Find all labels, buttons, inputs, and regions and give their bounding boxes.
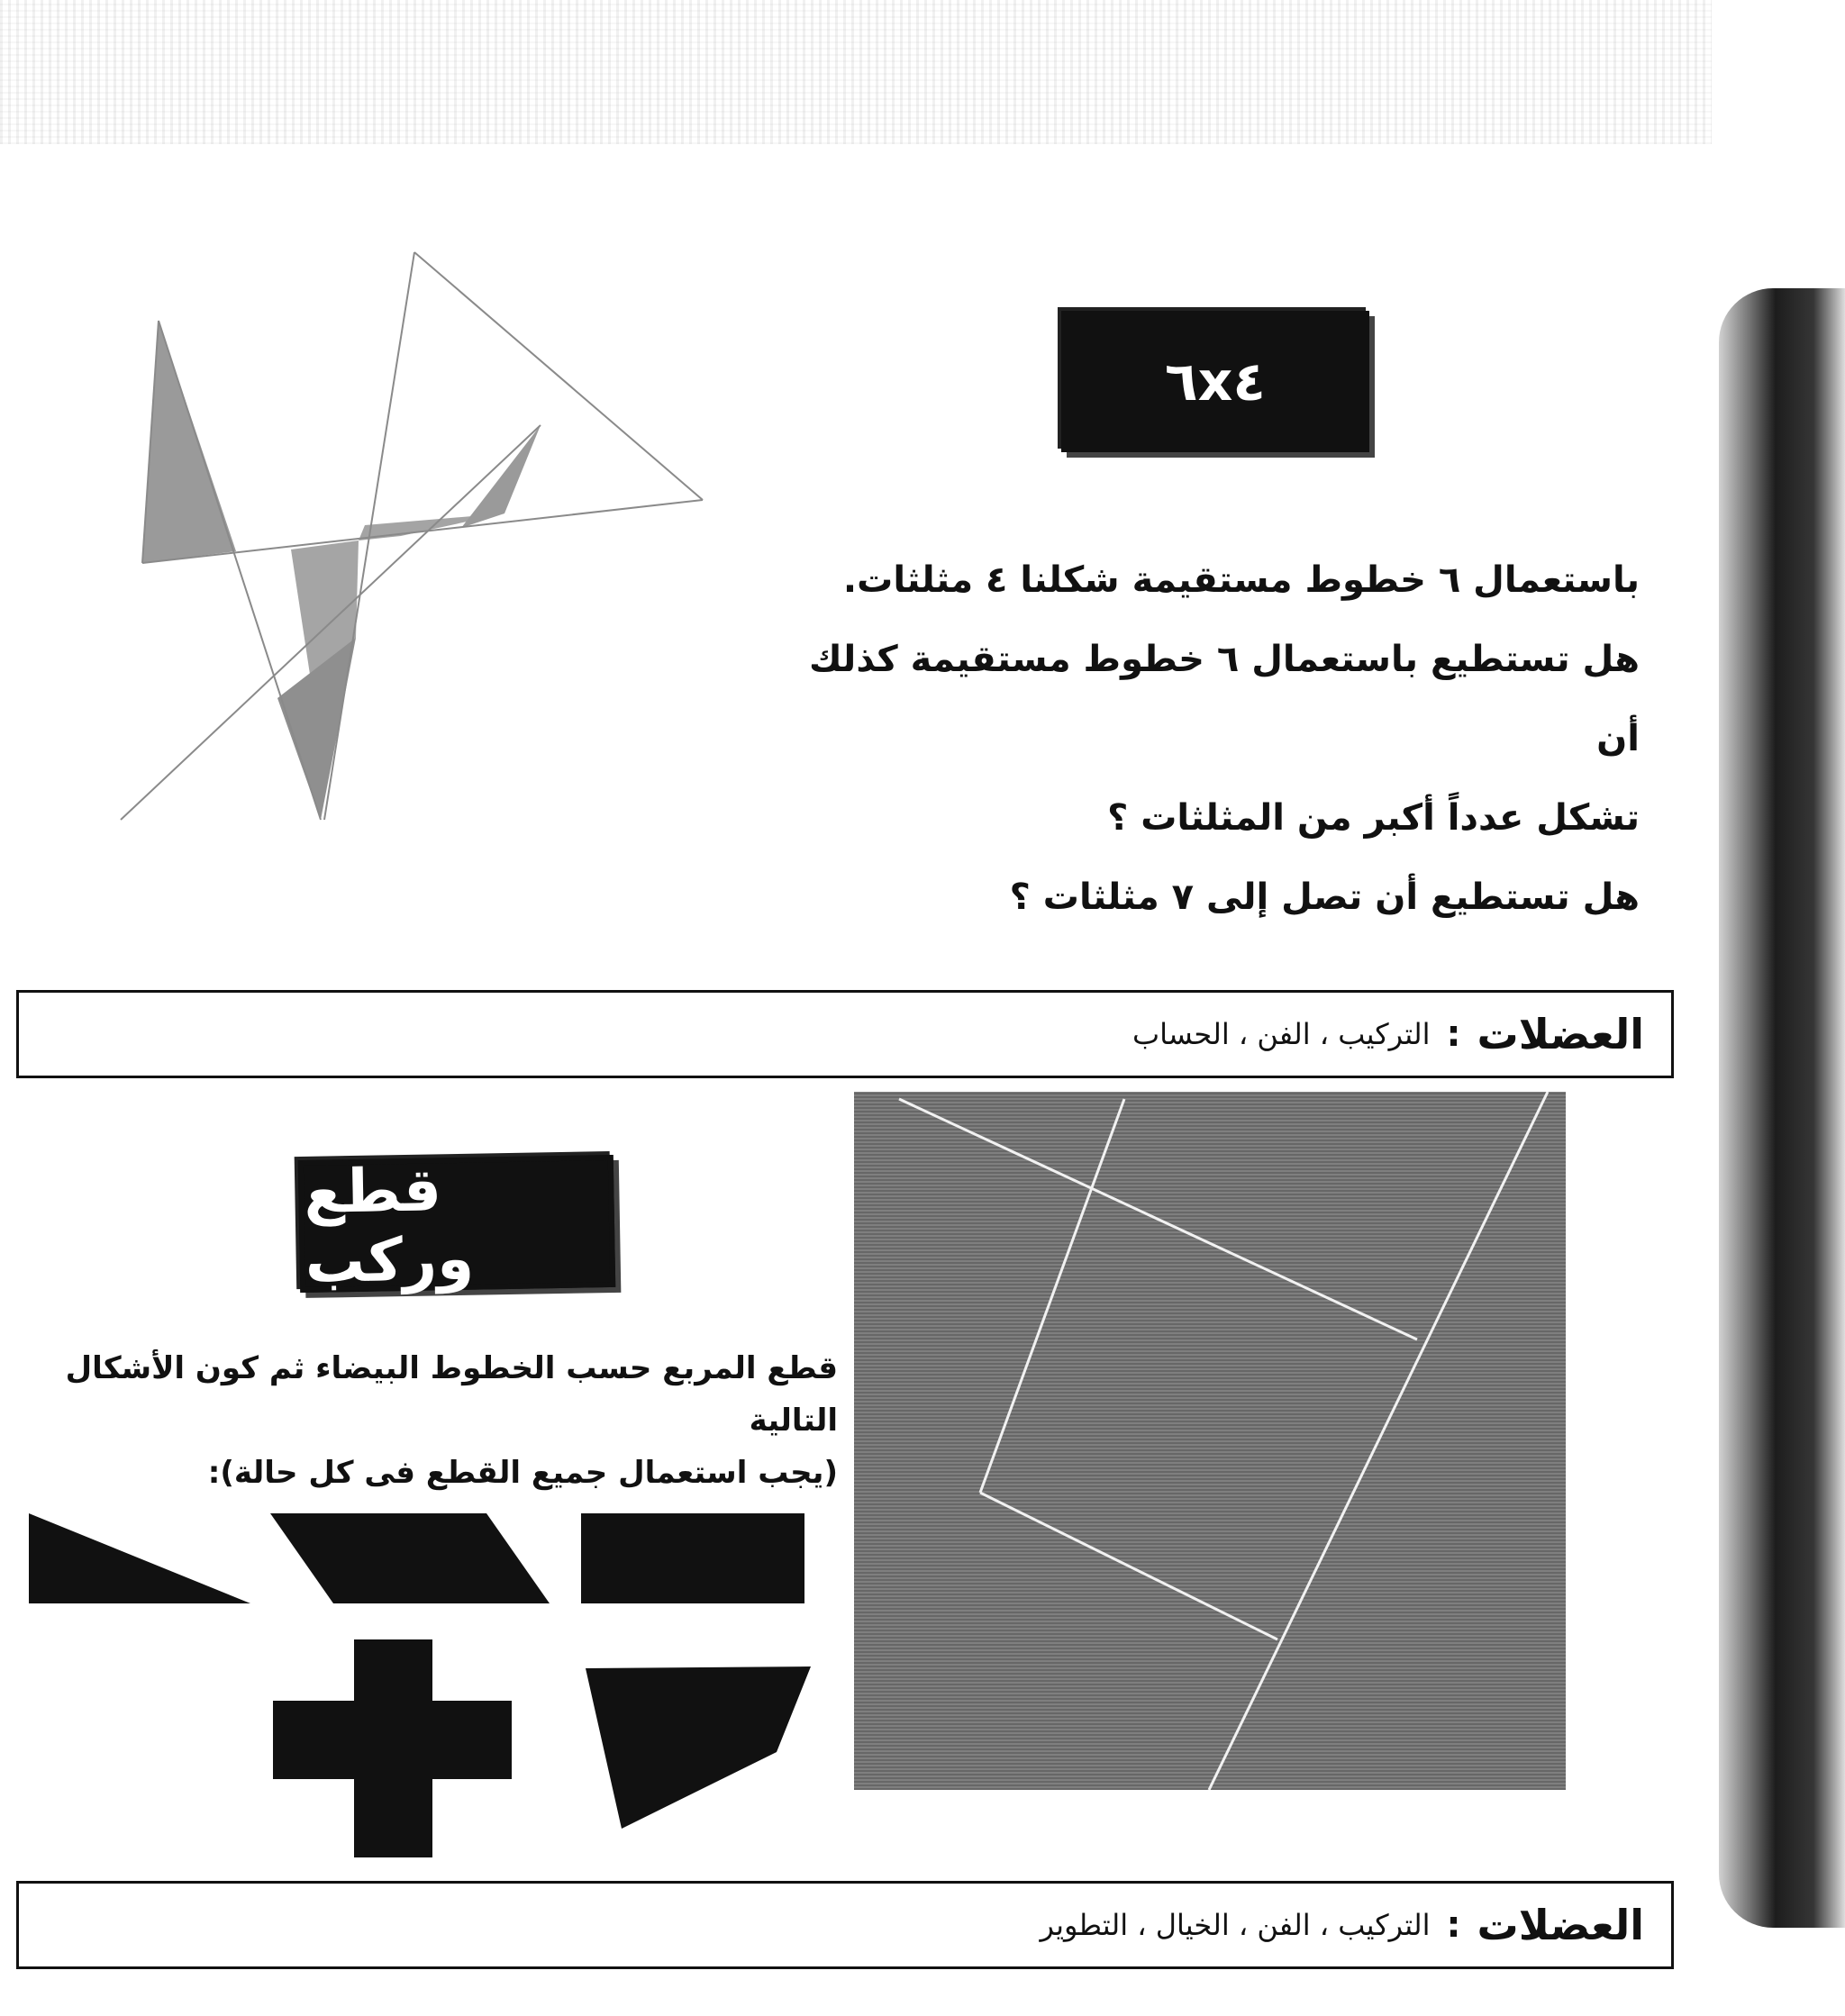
skills-label: العضلات [1477,1010,1644,1058]
triangles-figure [108,243,721,838]
triangle-shape [29,1513,250,1603]
cross-shape [273,1639,512,1857]
cut-lines [854,1092,1566,1790]
puzzle-title: قطع وركب [298,1155,616,1293]
skills-box [16,990,1674,1078]
skills-values: التركيب ، الفن ، الحساب [1132,1017,1431,1051]
puzzle-question [784,540,1640,937]
shaded-triangle [461,425,541,528]
skills-box [16,1881,1674,1969]
white-cut-line [980,1493,1277,1639]
instruction-line: (يجب استعمال جميع القطع فى كل حالة): [207,1455,838,1491]
white-cut-line [899,1099,1417,1339]
question-line: هل تستطيع باستعمال ٦ خطوط مستقيمة كذلك أن [809,639,1640,759]
skills-values: التركيب ، الفن ، الخيال ، التطوير [1040,1908,1431,1942]
instruction-line: قطع المربع حسب الخطوط البيضاء ثم كون الأشكال التالية [65,1350,838,1439]
page-binding-shadow [1719,288,1845,1928]
target-shapes [0,1495,829,1874]
rectangle-shape [581,1513,804,1603]
question-line: باستعمال ٦ خطوط مستقيمة شكلنا ٤ مثلثات. [842,559,1640,601]
white-cut-line [980,1099,1124,1493]
trapezoid-shape [586,1666,811,1829]
skills-separator: : [1446,1904,1461,1946]
figure-line [414,252,703,500]
question-line: هل تستطيع أن تصل إلى ٧ مثلثات ؟ [1009,876,1640,918]
scan-noise-strip [0,0,1712,144]
skills-label: العضلات [1477,1901,1644,1949]
puzzle-title: ٦x٤ [1061,311,1369,452]
question-line: تشكل عدداً أكبر من المثلثات ؟ [1107,797,1640,839]
parallelogram-shape [270,1513,550,1603]
skills-separator: : [1446,1013,1461,1055]
cut-instructions [27,1342,838,1499]
white-cut-line [1209,1092,1548,1790]
